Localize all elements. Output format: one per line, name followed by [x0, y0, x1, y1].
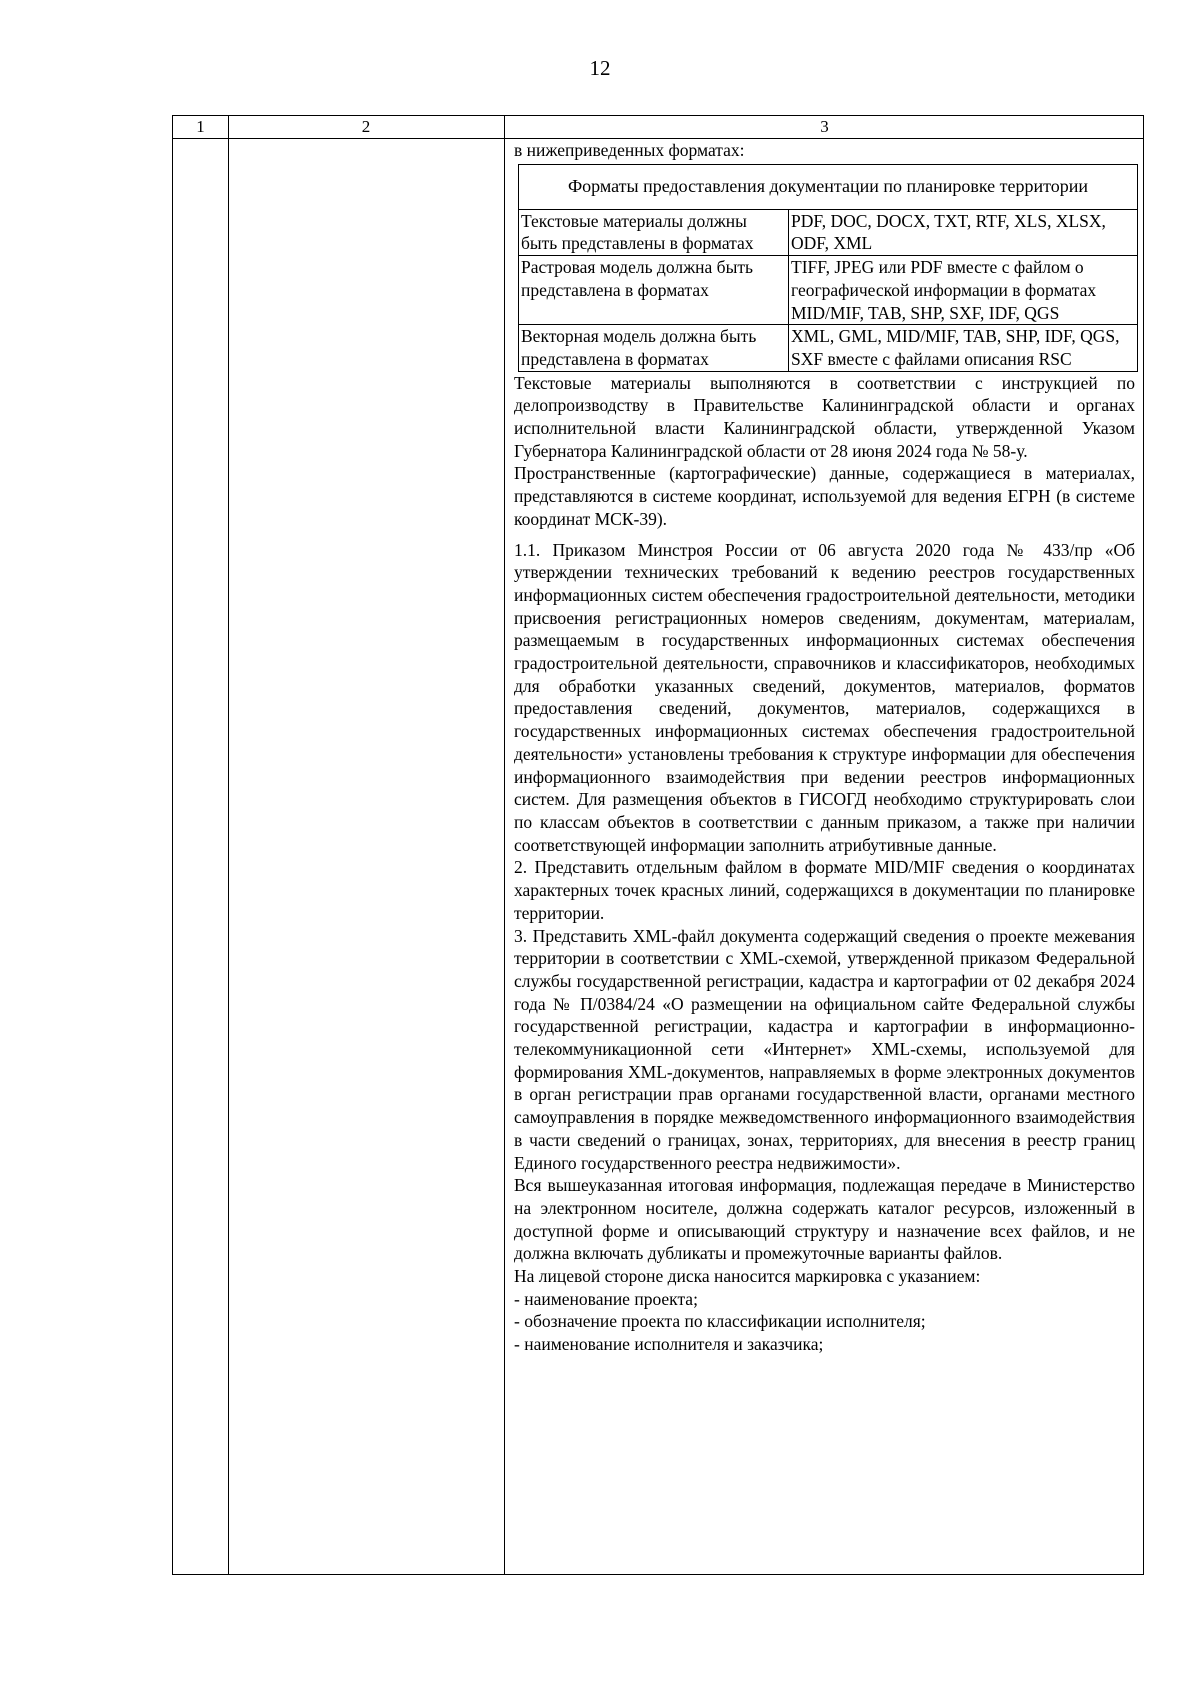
- format-value: XML, GML, MID/MIF, TAB, SHP, IDF, QGS, SXF вместе с файлами описания RSC: [789, 325, 1138, 371]
- table-row: [519, 209, 1138, 255]
- header-col-2: 2: [361, 117, 371, 136]
- table-row: [519, 256, 1138, 325]
- paragraph: Пространственные (картографические) данные, содержащиеся в материалах, представляются в системе координат, используемой для ведения ЕГРН (в системе координат МСК-39).: [514, 463, 1135, 529]
- column-3-content: [514, 139, 1135, 1356]
- paragraph: Текстовые материалы выполняются в соответствии с инструкцией по делопроизводству в Правительстве Калининградской области и органах исполнительной власти Калининградской области, утвержденной Указом Губернатора Калининградской области от 28 июня 2024 года № 58-у.: [514, 372, 1135, 461]
- list-item: - наименование проекта;: [514, 1288, 698, 1309]
- column-divider: [504, 116, 505, 1574]
- formats-table: [518, 164, 1138, 372]
- formats-caption: Форматы предоставления документации по планировке территории: [519, 164, 1138, 209]
- header-col-1: 1: [196, 117, 205, 136]
- header-col-3: 3: [820, 117, 829, 136]
- table-row: [519, 325, 1138, 371]
- format-label: Текстовые материалы должны быть представлены в форматах: [519, 209, 789, 255]
- paragraph: 3. Представить XML-файл документа содержащий сведения о проекте межевания территории в соответствии с XML-схемой, утвержденной приказом Федеральной службы государственной регистрации, кадастра и картографии от 02 декабря 2024 года № П/0384/24 «О размещении на официальном сайте Федеральной службы государственной регистрации, кадастра и картографии в информационно-телекоммуникационной сети «Интернет» XML-схемы, используемой для формирования XML-документов, направляемых в форме электронных документов в орган регистрации прав органами государственной власти, органами местного самоуправления в порядке межведомственного информационного взаимодействия в части сведений о границах, зонах, территориях, для внесения в реестр границ Единого государственного реестра недвижимости».: [514, 925, 1135, 1173]
- intro-text: в нижеприведенных форматах:: [514, 140, 745, 160]
- paragraph: 1.1. Приказом Минстроя России от 06 августа 2020 года № 433/пр «Об утверждении технических требований к ведению реестров государственных информационных систем обеспечения градостроительной деятельности, методики присвоения регистрационных номеров сведениям, документам, материалам, размещаемым в государственных информационных системах обеспечения градостроительной деятельности, справочников и классификаторов, необходимых для обработки указанных сведений, документов, материалов, форматов предоставления сведений, документов, материалов, содержащихся в государственных информационных системах обеспечения градостроительной деятельности» установлены требования к структуре информации для обеспечения информационного взаимодействия при ведении реестров информационных систем. Для размещения объектов в ГИСОГД необходимо структурировать слои по классам объектов в соответствии с данным приказом, а также при наличии соответствующей информации заполнить атрибутивные данные.: [514, 539, 1135, 855]
- format-value: PDF, DOC, DOCX, TXT, RTF, XLS, XLSX, ODF, XML: [789, 209, 1138, 255]
- list-item: - наименование исполнителя и заказчика;: [514, 1334, 824, 1355]
- column-divider: [228, 116, 229, 1574]
- spacer: [514, 531, 1135, 539]
- table-header-row: [173, 116, 1143, 139]
- formats-caption-row: [519, 164, 1138, 209]
- paragraph: 2. Представить отдельным файлом в формате MID/MIF сведения о координатах характерных точек красных линий, содержащихся в документации по планировке территории.: [514, 857, 1135, 923]
- format-label: Векторная модель должна быть представлена в форматах: [519, 325, 789, 371]
- format-value: TIFF, JPEG или PDF вместе с файлом о географической информации в форматах MID/MIF, TAB, SHP, SXF, IDF, QGS: [789, 256, 1138, 325]
- list-item: - обозначение проекта по классификации исполнителя;: [514, 1311, 926, 1332]
- requirements-table: [172, 115, 1144, 1575]
- page-number: 12: [589, 56, 611, 80]
- format-label: Растровая модель должна быть представлена в форматах: [519, 256, 789, 325]
- paragraph: Вся вышеуказанная итоговая информация, подлежащая передаче в Министерство на электронном носителе, должна содержать каталог ресурсов, изложенный в доступной форме и описывающий структуру и назначение всех файлов, и не должна включать дубликаты и промежуточные варианты файлов.: [514, 1175, 1135, 1264]
- marking-intro: На лицевой стороне диска наносится маркировка с указанием:: [514, 1266, 981, 1287]
